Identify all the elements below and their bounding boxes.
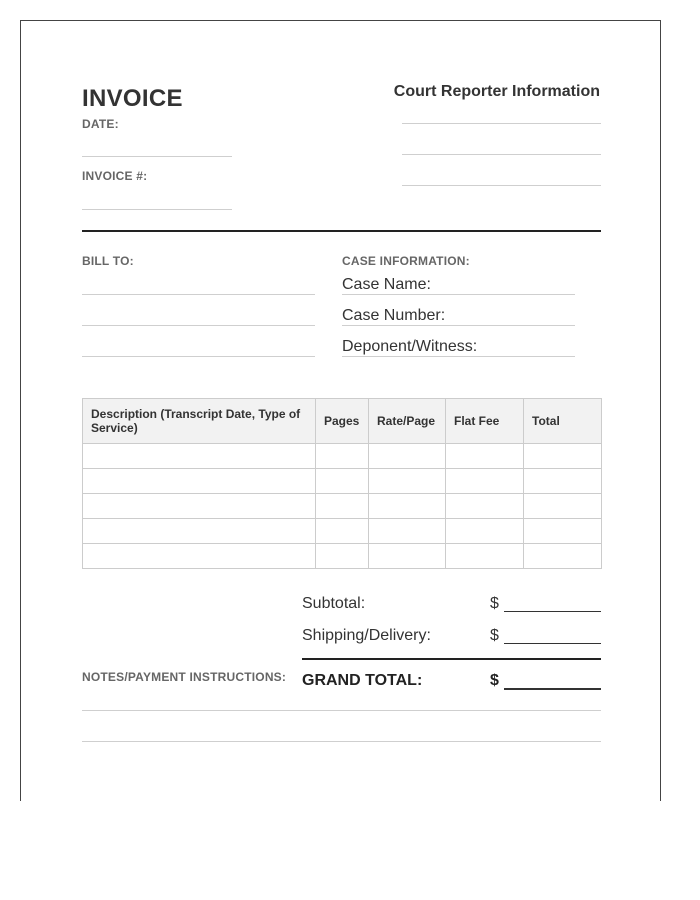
table-cell[interactable] (524, 544, 602, 569)
table-cell[interactable] (316, 494, 369, 519)
table-cell[interactable] (446, 469, 524, 494)
table-cell[interactable] (369, 544, 446, 569)
table-cell[interactable] (316, 519, 369, 544)
table-cell[interactable] (369, 519, 446, 544)
table-cell[interactable] (446, 494, 524, 519)
date-field[interactable] (82, 156, 232, 157)
col-flat-fee-header: Flat Fee (446, 399, 524, 444)
notes-line-1[interactable] (82, 710, 601, 711)
table-cell[interactable] (83, 494, 316, 519)
totals-divider (302, 658, 601, 660)
court-reporter-line-3[interactable] (402, 185, 601, 186)
col-rate-header: Rate/Page (369, 399, 446, 444)
bill-to-line-1[interactable] (82, 294, 315, 295)
table-cell[interactable] (369, 469, 446, 494)
table-cell[interactable] (369, 494, 446, 519)
invoice-number-label: INVOICE #: (82, 169, 148, 183)
subtotal-currency: $ (490, 595, 499, 612)
court-reporter-line-1[interactable] (402, 123, 601, 124)
table-row (83, 494, 602, 519)
table-cell[interactable] (524, 494, 602, 519)
table-cell[interactable] (83, 519, 316, 544)
bill-to-line-3[interactable] (82, 356, 315, 357)
case-name-label: Case Name: (342, 276, 431, 293)
col-pages-header: Pages (316, 399, 369, 444)
col-description-header: Description (Transcript Date, Type of Service) (83, 399, 316, 444)
court-reporter-line-2[interactable] (402, 154, 601, 155)
notes-label: NOTES/PAYMENT INSTRUCTIONS: (82, 670, 287, 684)
deponent-witness-field[interactable] (342, 356, 575, 357)
table-cell[interactable] (83, 469, 316, 494)
case-number-label: Case Number: (342, 307, 446, 324)
case-info-label: CASE INFORMATION: (342, 254, 470, 268)
table-cell[interactable] (369, 444, 446, 469)
shipping-currency: $ (490, 627, 499, 644)
table-cell[interactable] (316, 469, 369, 494)
grand-total-field[interactable] (504, 688, 601, 690)
shipping-label: Shipping/Delivery: (302, 627, 431, 644)
table-row (83, 519, 602, 544)
table-cell[interactable] (446, 444, 524, 469)
items-table (82, 398, 602, 569)
header-divider (82, 230, 601, 232)
table-cell[interactable] (446, 544, 524, 569)
invoice-sheet (20, 20, 661, 801)
table-row (83, 444, 602, 469)
table-cell[interactable] (524, 444, 602, 469)
bill-to-label: BILL TO: (82, 254, 134, 268)
subtotal-label: Subtotal: (302, 595, 366, 612)
table-row (83, 544, 602, 569)
table-row (83, 469, 602, 494)
invoice-number-field[interactable] (82, 209, 232, 210)
case-name-field[interactable] (342, 294, 575, 295)
table-header-row (83, 399, 602, 444)
table-cell[interactable] (524, 469, 602, 494)
bill-to-line-2[interactable] (82, 325, 315, 326)
grand-total-currency: $ (490, 672, 499, 689)
table-cell[interactable] (446, 519, 524, 544)
table-cell[interactable] (316, 544, 369, 569)
shipping-field[interactable] (504, 643, 601, 644)
court-reporter-title: Court Reporter Information (393, 83, 600, 100)
case-number-field[interactable] (342, 325, 575, 326)
deponent-witness-label: Deponent/Witness: (342, 338, 478, 355)
date-label: DATE: (82, 117, 119, 131)
notes-line-2[interactable] (82, 741, 601, 742)
table-cell[interactable] (524, 519, 602, 544)
table-cell[interactable] (83, 444, 316, 469)
col-total-header: Total (524, 399, 602, 444)
grand-total-label: GRAND TOTAL: (302, 672, 423, 689)
subtotal-field[interactable] (504, 611, 601, 612)
invoice-title: INVOICE (82, 85, 183, 112)
table-cell[interactable] (83, 544, 316, 569)
table-cell[interactable] (316, 444, 369, 469)
